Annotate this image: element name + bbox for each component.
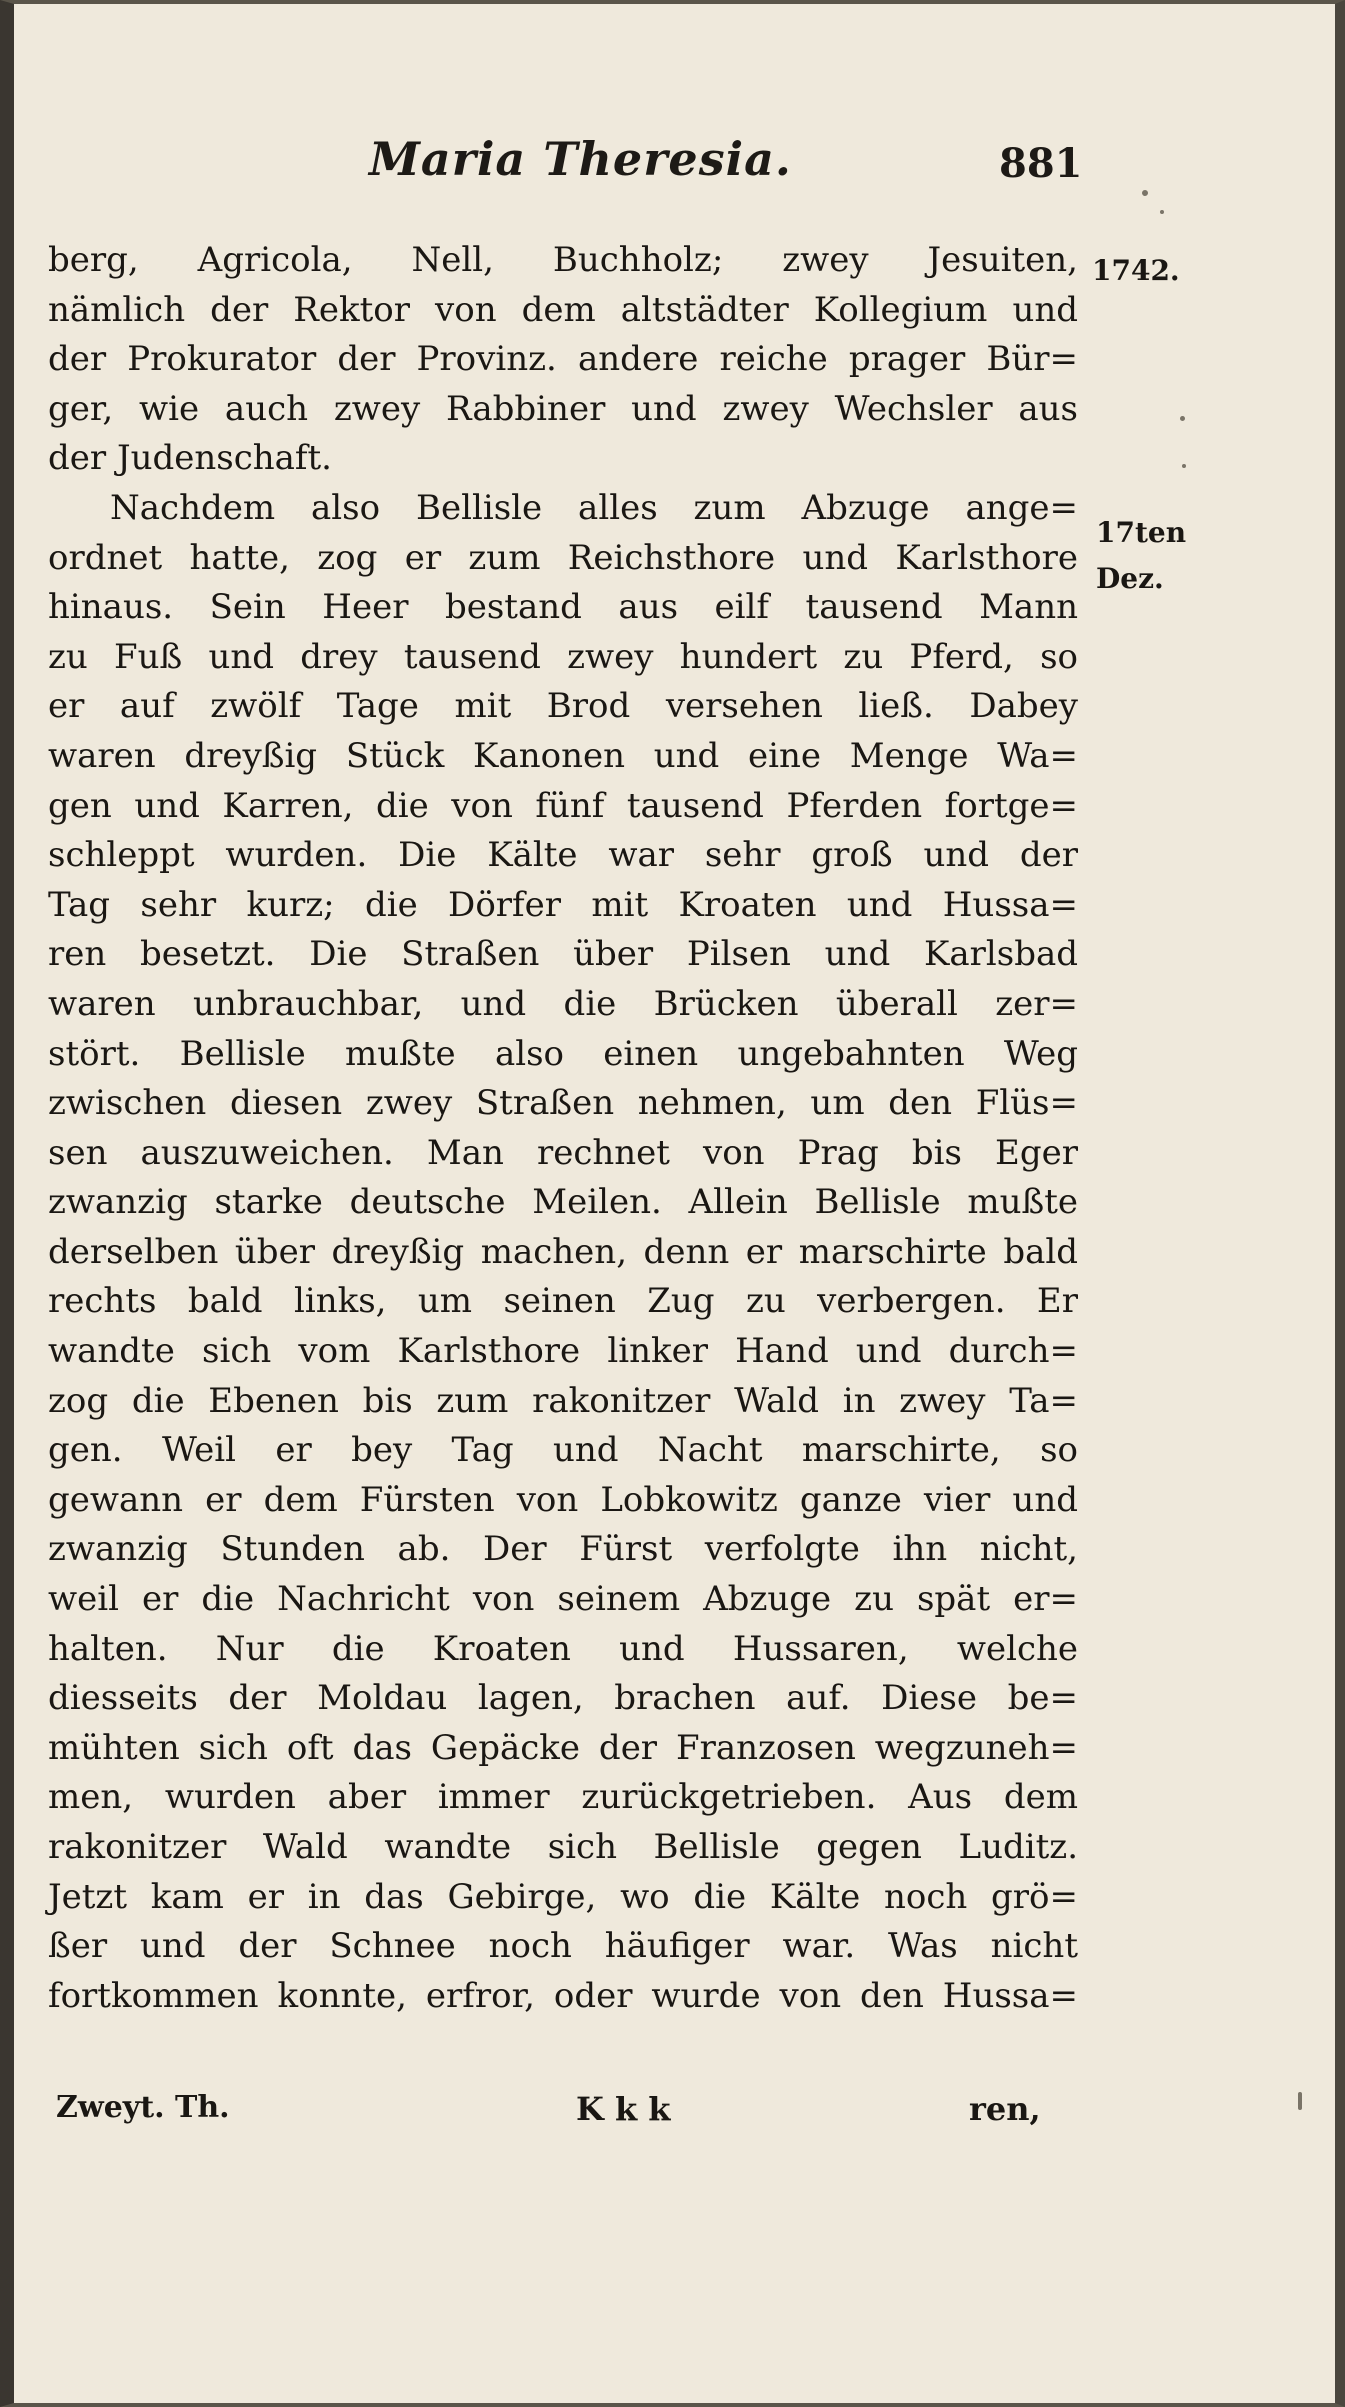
text-line: gewann er dem Fürsten von Lobkowitz ganze vier und (48, 1479, 1078, 1520)
text-line: rechts bald links, um seinen Zug zu verbergen. Er (48, 1281, 1078, 1322)
text-line: rakonitzer Wald wandte sich Bellisle gegen Luditz. (48, 1827, 1078, 1867)
text-line: men, wurden aber immer zurückgetrieben. Aus dem (48, 1777, 1078, 1818)
paper-speck (1160, 210, 1164, 214)
page-number: 881 (999, 140, 1083, 187)
text-line: nämlich der Rektor von dem altstädter Kollegium und (48, 289, 1078, 330)
text-line: zwischen diesen zwey Straßen nehmen, um den Flüs= (48, 1083, 1078, 1124)
margin-note-year: 1742. (1092, 254, 1180, 287)
text-line: sen auszuweichen. Man rechnet von Prag bis Eger (48, 1132, 1078, 1173)
page-footer (14, 2090, 1345, 2140)
catchword: ren, (969, 2090, 1041, 2128)
paper-speck (1180, 416, 1185, 421)
text-line: gen. Weil er bey Tag und Nacht marschirte, so (48, 1430, 1078, 1471)
text-line: berg, Agricola, Nell, Buchholz; zwey Jesuiten, (48, 240, 1078, 280)
text-line: ren besetzt. Die Straßen über Pilsen und Karlsbad (48, 934, 1078, 975)
text-line: Tag sehr kurz; die Dörfer mit Kroaten und Hussa= (48, 884, 1078, 925)
margin-note-date-month: Dez. (1096, 562, 1164, 595)
text-line: gen und Karren, die von fünf tausend Pferden fortge= (48, 785, 1078, 826)
text-line: zwanzig starke deutsche Meilen. Allein Bellisle mußte (48, 1182, 1078, 1223)
volume-signature: Zweyt. Th. (56, 2090, 230, 2125)
text-line: ordnet hatte, zog er zum Reichsthore und Karlsthore (48, 537, 1078, 578)
text-line: Nachdem also Bellisle alles zum Abzuge ange= (110, 487, 1078, 528)
margin-note-date-day: 17ten (1096, 516, 1187, 549)
text-line: ger, wie auch zwey Rabbiner und zwey Wechsler aus (48, 388, 1078, 429)
text-line: halten. Nur die Kroaten und Hussaren, welche (48, 1628, 1078, 1669)
paper-speck (1182, 464, 1186, 468)
text-line: diesseits der Moldau lagen, brachen auf. Diese be= (48, 1678, 1078, 1719)
text-line: zwanzig Stunden ab. Der Fürst verfolgte ihn nicht, (48, 1529, 1078, 1570)
text-line: ßer und der Schnee noch häufiger war. Was nicht (48, 1926, 1078, 1967)
text-line: waren dreyßig Stück Kanonen und eine Menge Wa= (48, 735, 1078, 776)
text-line: der Judenschaft. (48, 438, 332, 479)
text-line: wandte sich vom Karlsthore linker Hand und durch= (48, 1331, 1078, 1372)
text-line: er auf zwölf Tage mit Brod versehen ließ. Dabey (48, 686, 1078, 727)
paper-speck (1142, 190, 1148, 196)
text-line: zu Fuß und drey tausend zwey hundert zu Pferd, so (48, 636, 1078, 677)
gathering-signature: K k k (576, 2090, 671, 2128)
text-line: weil er die Nachricht von seinem Abzuge zu spät er= (48, 1579, 1078, 1620)
text-line: stört. Bellisle mußte also einen ungebahnten Weg (48, 1033, 1078, 1074)
text-line: der Prokurator der Provinz. andere reiche prager Bür= (48, 339, 1078, 380)
running-title: Maria Theresia. (369, 132, 792, 186)
text-line: zog die Ebenen bis zum rakonitzer Wald in zwey Ta= (48, 1380, 1078, 1421)
text-line: derselben über dreyßig machen, denn er marschirte bald (48, 1231, 1078, 1272)
text-line: hinaus. Sein Heer bestand aus eilf tausend Mann (48, 587, 1078, 628)
paper-speck (1298, 2092, 1302, 2110)
text-line: waren unbrauchbar, und die Brücken überall zer= (48, 983, 1078, 1024)
text-line: Jetzt kam er in das Gebirge, wo die Kälte noch grö= (48, 1876, 1078, 1917)
text-line: fortkommen konnte, erfror, oder wurde von den Hussa= (48, 1975, 1078, 2016)
text-line: schleppt wurden. Die Kälte war sehr groß und der (48, 835, 1078, 876)
body-text (48, 236, 1078, 2021)
text-line: mühten sich oft das Gepäcke der Franzosen wegzuneh= (48, 1727, 1078, 1768)
